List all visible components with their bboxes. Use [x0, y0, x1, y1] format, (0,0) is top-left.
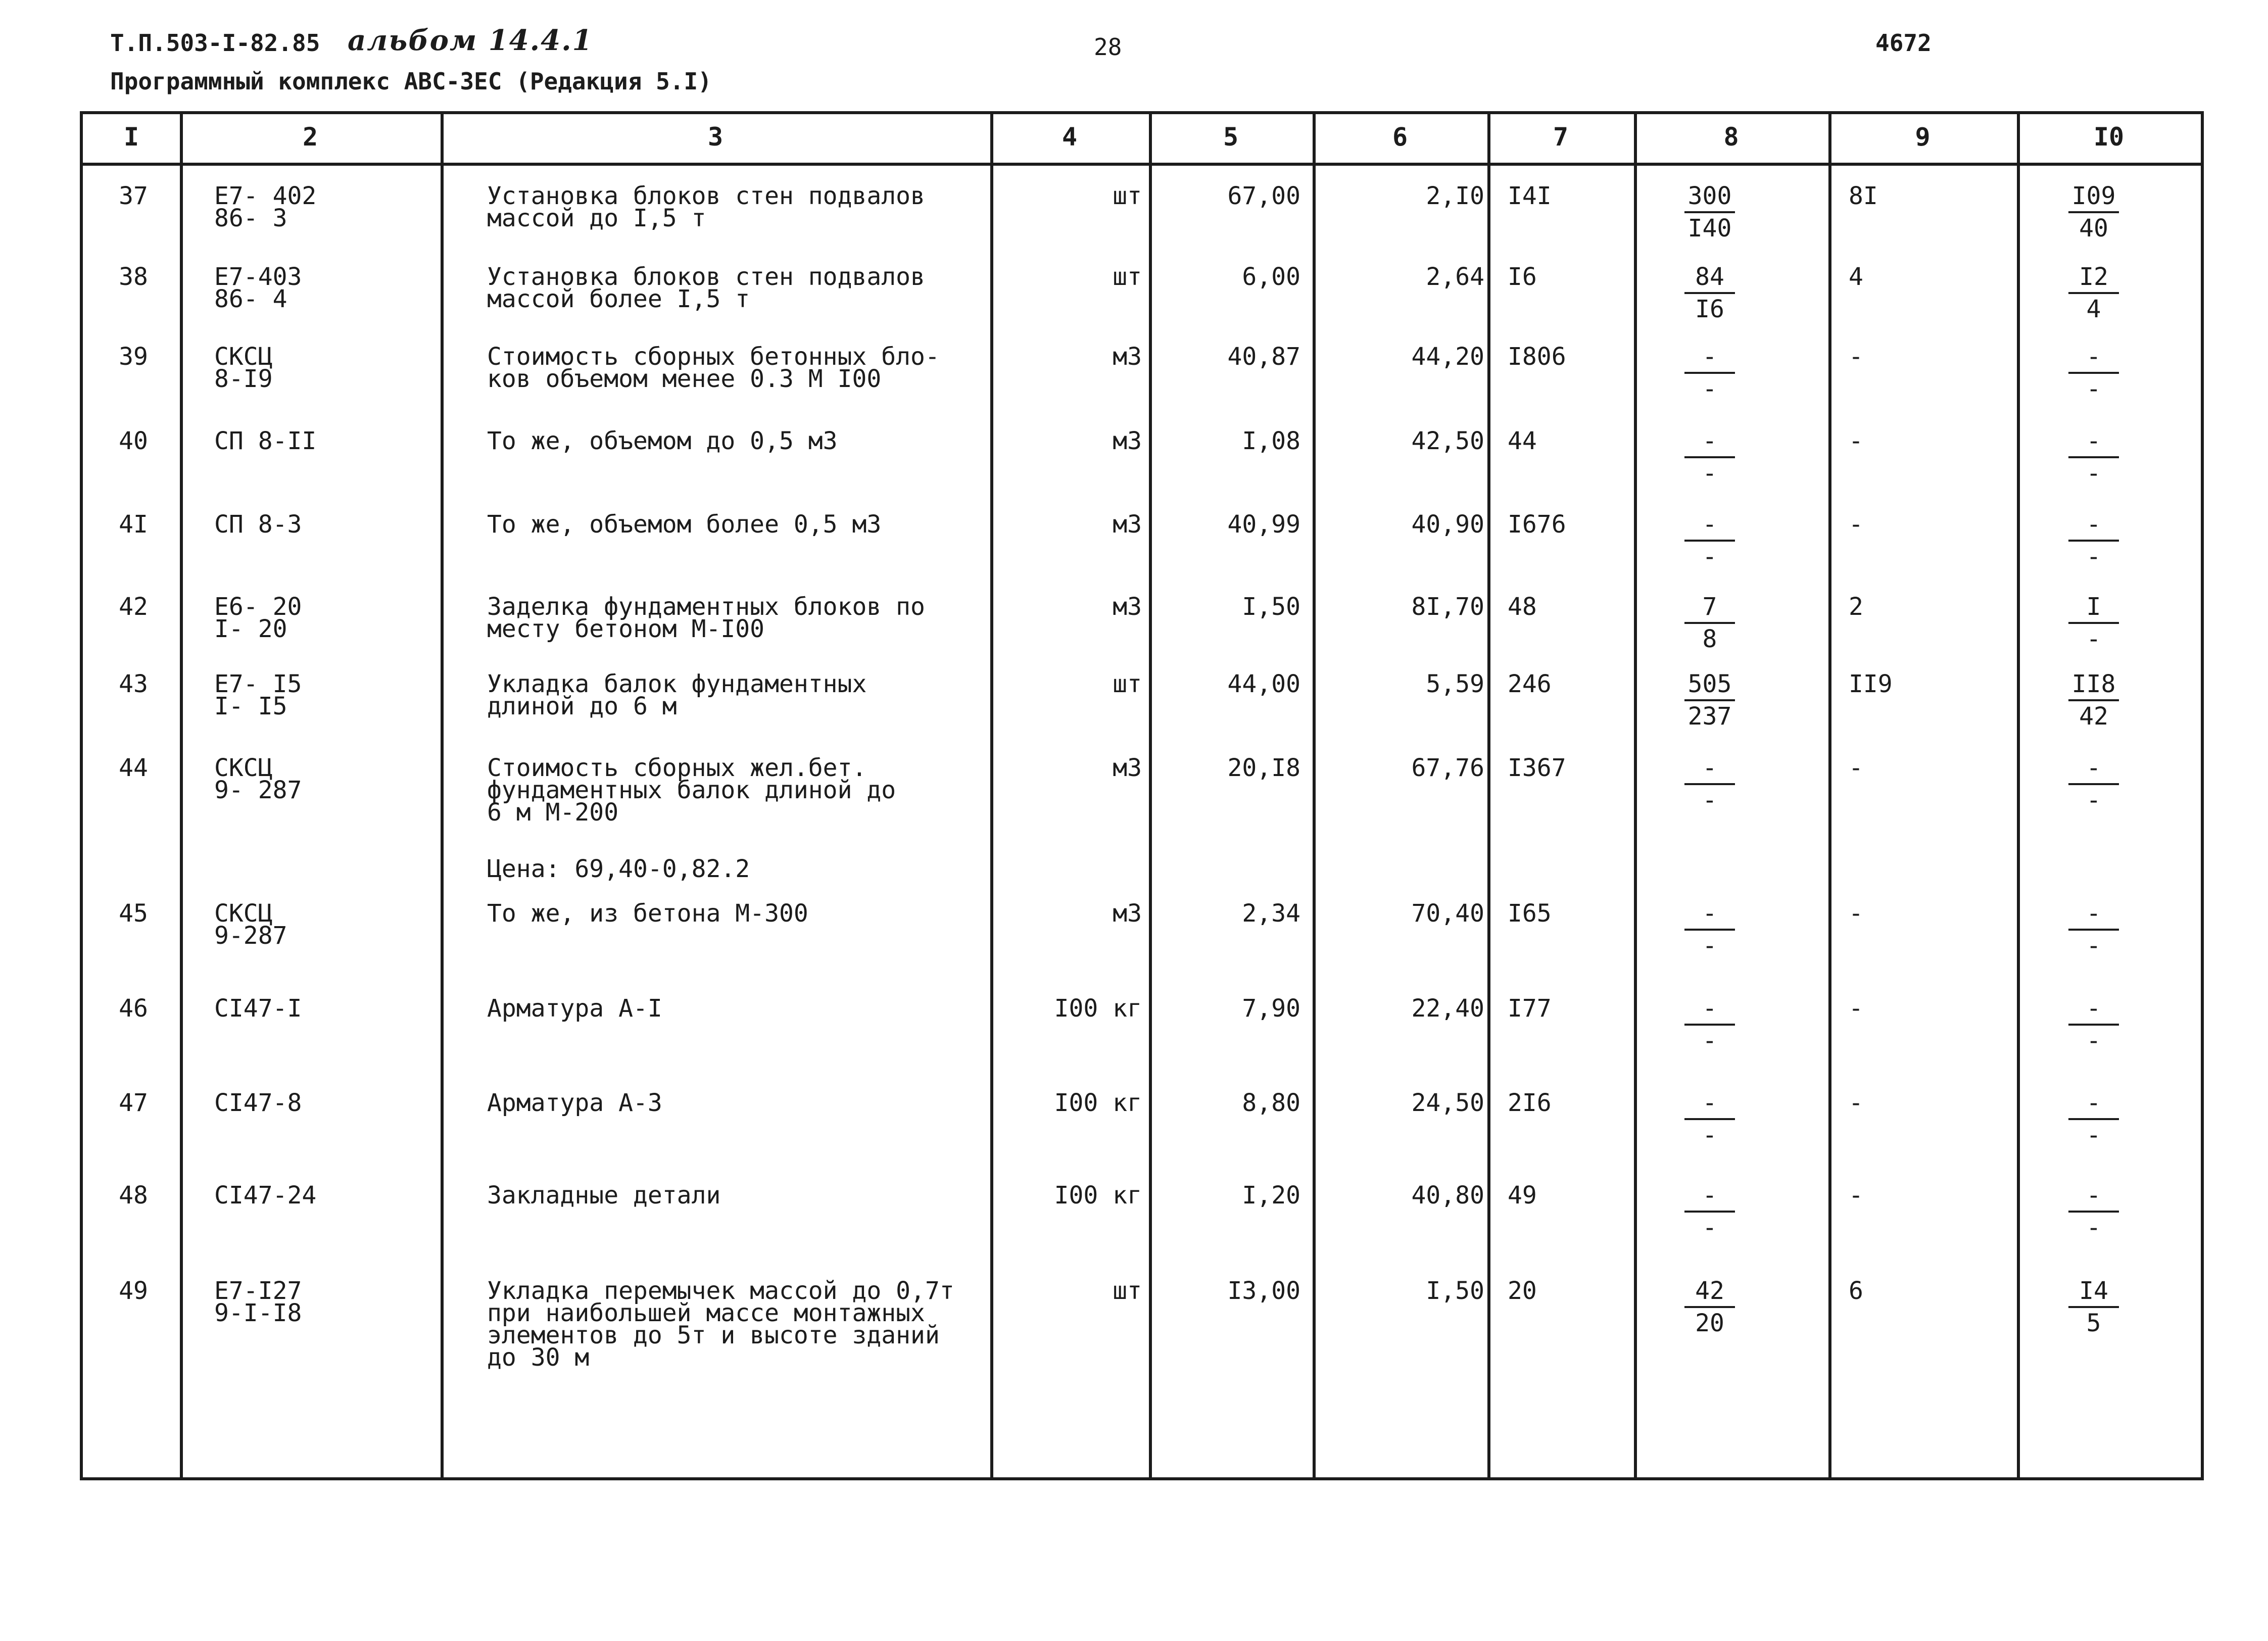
column-8-fraction — [1664, 898, 1755, 961]
work-description: Арматура А-3 — [487, 1089, 662, 1117]
column-10-fraction — [2048, 592, 2139, 654]
column-10-fraction — [2048, 993, 2139, 1056]
column-9-value: - — [1849, 994, 1863, 1023]
column-10-fraction-numerator: I4 — [2079, 1277, 2108, 1305]
album-handwritten-note: альбом 14.4.1 — [348, 24, 593, 57]
column-10-fraction-numerator: - — [2086, 1181, 2101, 1210]
work-description: Укладка перемычек массой до 0,7т при наибольшей массе монтажных элементов до 5т и высоте зданий до 30 м — [487, 1277, 954, 1372]
column-header-7: 7 — [1553, 122, 1569, 152]
unit: шт — [1113, 1277, 1142, 1305]
column-header-1: I — [123, 122, 139, 152]
quantity: 40,99 — [1227, 510, 1300, 539]
total-cost: I77 — [1508, 994, 1552, 1023]
program-complex-line: Программный комплекс АВС-3ЕС (Редакция 5.I) — [110, 68, 712, 95]
quantity: 44,00 — [1227, 670, 1300, 698]
column-10-fraction — [2048, 426, 2139, 489]
column-8-fraction-numerator: - — [1702, 994, 1717, 1023]
row-number: 44 — [119, 754, 148, 782]
total-cost: 2I6 — [1508, 1089, 1552, 1117]
rate-code: Е6- 20 I- 20 — [214, 593, 302, 643]
rate-code: Е7-403 86- 4 — [214, 263, 302, 313]
unit-price: 42,50 — [1411, 427, 1484, 455]
column-10-fraction — [2048, 669, 2139, 732]
sheet-number: 4672 — [1875, 29, 1932, 57]
total-cost: 48 — [1508, 593, 1537, 621]
rate-code: Е7- I5 I- I5 — [214, 670, 302, 720]
rate-code: СКСЦ 9-287 — [214, 899, 287, 950]
column-8-fraction-denominator: I6 — [1695, 295, 1724, 323]
column-8-fraction-numerator: 84 — [1695, 263, 1724, 291]
unit-price: I,50 — [1426, 1277, 1484, 1305]
column-8-fraction — [1664, 342, 1755, 404]
column-8-fraction-denominator: 20 — [1695, 1309, 1724, 1337]
quantity: 7,90 — [1242, 994, 1300, 1023]
column-8-fraction-numerator: 7 — [1702, 593, 1717, 621]
column-10-fraction-denominator: - — [2086, 932, 2101, 960]
row-number: 48 — [119, 1181, 148, 1210]
column-9-value: 6 — [1849, 1277, 1863, 1305]
column-8-fraction-numerator: - — [1702, 343, 1717, 371]
rate-code: СКСЦ 9- 287 — [214, 754, 302, 804]
total-cost: I806 — [1508, 343, 1566, 371]
unit-price: 70,40 — [1411, 899, 1484, 928]
unit: м3 — [1113, 754, 1142, 782]
price-note: Цена: 69,40-0,82.2 — [487, 855, 750, 883]
quantity: 6,00 — [1242, 263, 1300, 291]
document-code: Т.П.503-I-82.85 — [110, 29, 320, 57]
column-10-fraction-numerator: - — [2086, 510, 2101, 539]
column-8-fraction-denominator: - — [1702, 932, 1717, 960]
row-number: 37 — [119, 182, 148, 210]
quantity: 20,I8 — [1227, 754, 1300, 782]
column-10-fraction-denominator: - — [2086, 625, 2101, 653]
column-8-fraction-numerator: 42 — [1695, 1277, 1724, 1305]
row-number: 46 — [119, 994, 148, 1023]
quantity: I,50 — [1242, 593, 1300, 621]
row-number: 47 — [119, 1089, 148, 1117]
column-10-fraction-denominator: 4 — [2086, 295, 2101, 323]
work-description: Стоимость сборных бетонных бло- ков объемом менее 0.3 М I00 — [487, 343, 940, 393]
column-8-fraction — [1664, 509, 1755, 572]
column-9-value: - — [1849, 899, 1863, 928]
quantity: 67,00 — [1227, 182, 1300, 210]
unit-price: 8I,70 — [1411, 593, 1484, 621]
rate-code: СП 8-II — [214, 427, 317, 455]
column-9-value: - — [1849, 754, 1863, 782]
column-8-fraction-numerator: 505 — [1687, 670, 1732, 698]
work-description: Установка блоков стен подвалов массой более I,5 т — [487, 263, 925, 313]
column-8-fraction — [1664, 426, 1755, 489]
unit: I00 кг — [1054, 1089, 1142, 1117]
column-8-fraction — [1664, 1276, 1755, 1338]
column-10-fraction-numerator: I2 — [2079, 263, 2108, 291]
column-10-fraction-numerator: - — [2086, 427, 2101, 455]
total-cost: I676 — [1508, 510, 1566, 539]
column-10-fraction-numerator: - — [2086, 994, 2101, 1023]
column-9-value: - — [1849, 1089, 1863, 1117]
column-10-fraction-numerator: - — [2086, 1089, 2101, 1117]
column-9-value: - — [1849, 427, 1863, 455]
column-divider — [180, 114, 183, 1477]
column-8-fraction-denominator: 8 — [1702, 625, 1717, 653]
rate-code: СI47-I — [214, 994, 302, 1023]
column-10-fraction-numerator: I09 — [2071, 182, 2116, 210]
unit: I00 кг — [1054, 1181, 1142, 1210]
column-10-fraction-denominator: 5 — [2086, 1309, 2101, 1337]
unit-price: 44,20 — [1411, 343, 1484, 371]
total-cost: I65 — [1508, 899, 1552, 928]
column-10-fraction — [2048, 1088, 2139, 1150]
unit-price: 2,64 — [1426, 263, 1484, 291]
row-number: 39 — [119, 343, 148, 371]
total-cost: 44 — [1508, 427, 1537, 455]
column-header-10: I0 — [2093, 122, 2125, 152]
column-8-fraction-numerator: - — [1702, 1089, 1717, 1117]
column-8-fraction — [1664, 993, 1755, 1056]
work-description: То же, объемом более 0,5 м3 — [487, 510, 882, 539]
unit: м3 — [1113, 593, 1142, 621]
header-divider — [83, 163, 2201, 166]
column-10-fraction-denominator: - — [2086, 1121, 2101, 1149]
column-8-fraction-denominator: - — [1702, 459, 1717, 488]
unit-price: 2,I0 — [1426, 182, 1484, 210]
unit: м3 — [1113, 510, 1142, 539]
column-8-fraction — [1664, 262, 1755, 324]
column-header-6: 6 — [1392, 122, 1408, 152]
unit-price: 67,76 — [1411, 754, 1484, 782]
column-header-8: 8 — [1723, 122, 1739, 152]
row-number: 43 — [119, 670, 148, 698]
quantity: I3,00 — [1227, 1277, 1300, 1305]
row-number: 49 — [119, 1277, 148, 1305]
column-8-fraction-denominator: I40 — [1687, 214, 1732, 243]
work-description: Установка блоков стен подвалов массой до I,5 т — [487, 182, 925, 232]
column-9-value: - — [1849, 1181, 1863, 1210]
quantity: I,20 — [1242, 1181, 1300, 1210]
column-8-fraction — [1664, 1180, 1755, 1243]
work-description: То же, объемом до 0,5 м3 — [487, 427, 838, 455]
column-8-fraction-numerator: - — [1702, 1181, 1717, 1210]
column-10-fraction-denominator: 40 — [2079, 214, 2108, 243]
row-number: 40 — [119, 427, 148, 455]
unit-price: 24,50 — [1411, 1089, 1484, 1117]
total-cost: I6 — [1508, 263, 1537, 291]
total-cost: I4I — [1508, 182, 1552, 210]
page-number: 28 — [1094, 33, 1122, 61]
unit-price: 22,40 — [1411, 994, 1484, 1023]
quantity: I,08 — [1242, 427, 1300, 455]
work-description: Стоимость сборных жел.бет. фундаментных балок длиной до 6 м М-200 — [487, 754, 896, 827]
column-header-4: 4 — [1061, 122, 1078, 152]
column-divider — [990, 114, 993, 1477]
column-divider — [1487, 114, 1490, 1477]
column-divider — [1149, 114, 1152, 1477]
total-cost: 49 — [1508, 1181, 1537, 1210]
column-8-fraction-denominator: - — [1702, 786, 1717, 814]
work-description: То же, из бетона М-300 — [487, 899, 808, 928]
column-8-fraction — [1664, 1088, 1755, 1150]
column-divider — [441, 114, 444, 1477]
column-9-value: - — [1849, 510, 1863, 539]
column-header-9: 9 — [1915, 122, 1931, 152]
unit: шт — [1113, 182, 1142, 210]
column-10-fraction-numerator: - — [2086, 343, 2101, 371]
unit: I00 кг — [1054, 994, 1142, 1023]
column-10-fraction-numerator: II8 — [2071, 670, 2116, 698]
unit: м3 — [1113, 343, 1142, 371]
rate-code: СП 8-3 — [214, 510, 302, 539]
rate-code: Е7-I27 9-I-I8 — [214, 1277, 302, 1327]
rate-code: СКСЦ 8-I9 — [214, 343, 273, 393]
row-number: 38 — [119, 263, 148, 291]
estimate-table — [80, 111, 2204, 1480]
column-10-fraction-numerator: - — [2086, 899, 2101, 928]
column-8-fraction — [1664, 181, 1755, 244]
column-10-fraction — [2048, 753, 2139, 815]
column-8-fraction-numerator: 300 — [1687, 182, 1732, 210]
work-description: Закладные детали — [487, 1181, 721, 1210]
unit: шт — [1113, 263, 1142, 291]
column-8-fraction-denominator: - — [1702, 1027, 1717, 1055]
column-9-value: - — [1849, 343, 1863, 371]
column-10-fraction — [2048, 1180, 2139, 1243]
column-10-fraction — [2048, 1276, 2139, 1338]
row-number: 42 — [119, 593, 148, 621]
column-divider — [1313, 114, 1316, 1477]
column-10-fraction — [2048, 342, 2139, 404]
unit-price: 40,90 — [1411, 510, 1484, 539]
column-8-fraction-denominator: - — [1702, 1121, 1717, 1149]
column-9-value: II9 — [1849, 670, 1893, 698]
unit: м3 — [1113, 899, 1142, 928]
column-8-fraction — [1664, 592, 1755, 654]
column-8-fraction — [1664, 669, 1755, 732]
column-10-fraction-numerator: - — [2086, 754, 2101, 782]
column-10-fraction-denominator: - — [2086, 459, 2101, 488]
total-cost: 20 — [1508, 1277, 1537, 1305]
total-cost: 246 — [1508, 670, 1552, 698]
column-8-fraction-denominator: - — [1702, 543, 1717, 571]
column-8-fraction-denominator: - — [1702, 1214, 1717, 1242]
column-9-value: 8I — [1849, 182, 1878, 210]
column-8-fraction-numerator: - — [1702, 427, 1717, 455]
column-8-fraction — [1664, 753, 1755, 815]
column-8-fraction-denominator: - — [1702, 375, 1717, 403]
column-9-value: 4 — [1849, 263, 1863, 291]
column-8-fraction-numerator: - — [1702, 899, 1717, 928]
quantity: 40,87 — [1227, 343, 1300, 371]
unit-price: 5,59 — [1426, 670, 1484, 698]
column-8-fraction-numerator: - — [1702, 510, 1717, 539]
quantity: 2,34 — [1242, 899, 1300, 928]
rate-code: СI47-24 — [214, 1181, 317, 1210]
unit: м3 — [1113, 427, 1142, 455]
column-10-fraction — [2048, 262, 2139, 324]
work-description: Арматура А-I — [487, 994, 662, 1023]
column-divider — [2017, 114, 2020, 1477]
column-10-fraction-denominator: - — [2086, 543, 2101, 571]
column-divider — [1634, 114, 1637, 1477]
column-header-5: 5 — [1223, 122, 1239, 152]
total-cost: I367 — [1508, 754, 1566, 782]
column-9-value: 2 — [1849, 593, 1863, 621]
unit: шт — [1113, 670, 1142, 698]
column-10-fraction-denominator: - — [2086, 786, 2101, 814]
column-8-fraction-denominator: 237 — [1687, 702, 1732, 731]
column-10-fraction — [2048, 898, 2139, 961]
column-10-fraction-denominator: - — [2086, 1027, 2101, 1055]
column-divider — [1828, 114, 1831, 1477]
column-header-3: 3 — [707, 122, 723, 152]
rate-code: Е7- 402 86- 3 — [214, 182, 317, 232]
work-description: Укладка балок фундаментных длиной до 6 м — [487, 670, 867, 720]
column-10-fraction-denominator: 42 — [2079, 702, 2108, 731]
row-number: 45 — [119, 899, 148, 928]
unit-price: 40,80 — [1411, 1181, 1484, 1210]
column-10-fraction — [2048, 509, 2139, 572]
rate-code: СI47-8 — [214, 1089, 302, 1117]
quantity: 8,80 — [1242, 1089, 1300, 1117]
work-description: Заделка фундаментных блоков по месту бетоном М-I00 — [487, 593, 925, 643]
column-8-fraction-numerator: - — [1702, 754, 1717, 782]
column-header-2: 2 — [302, 122, 318, 152]
column-10-fraction-denominator: - — [2086, 1214, 2101, 1242]
row-number: 4I — [119, 510, 148, 539]
column-10-fraction-numerator: I — [2086, 593, 2101, 621]
column-10-fraction-denominator: - — [2086, 375, 2101, 403]
column-10-fraction — [2048, 181, 2139, 244]
